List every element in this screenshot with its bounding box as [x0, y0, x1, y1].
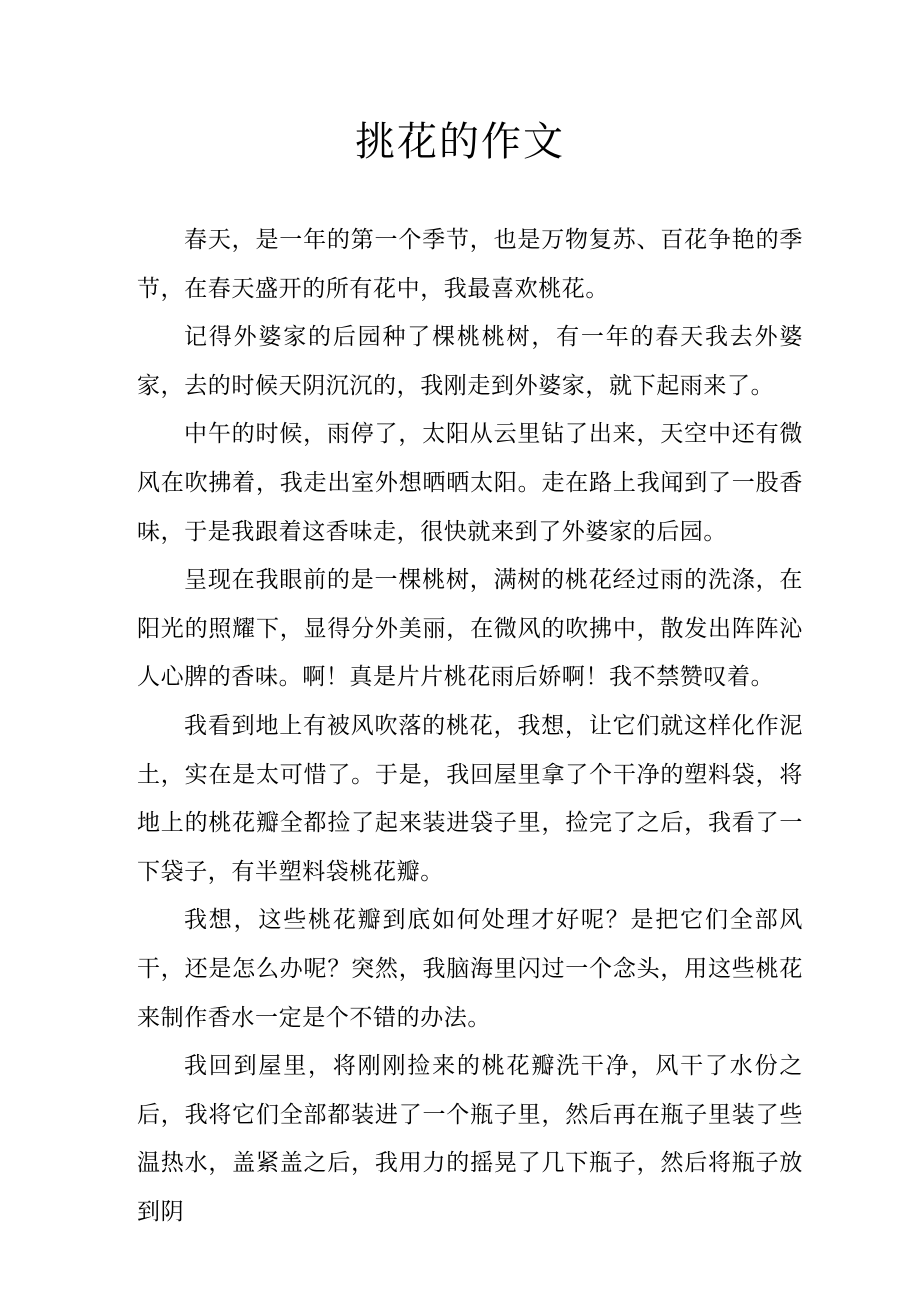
paragraph: 中午的时候，雨停了，太阳从云里钻了出来，天空中还有微风在吹拂着，我走出室外想晒晒太阳。走在路上我闻到了一股香味，于是我跟着这香味走，很快就来到了外婆家的后园。	[137, 421, 803, 545]
document-title: 挑花的作文	[355, 119, 565, 165]
paragraph: 我回到屋里，将刚刚捡来的桃花瓣洗干净，风干了水份之后，我将它们全部都装进了一个瓶子里，然后再在瓶子里装了些温热水，盖紧盖之后，我用力的摇晃了几下瓶子，然后将瓶子放到阴	[137, 1053, 803, 1225]
paragraph: 春天，是一年的第一个季节，也是万物复苏、百花争艳的季节，在春天盛开的所有花中，我最喜欢桃花。	[137, 227, 803, 302]
document-body	[137, 216, 803, 1236]
paragraph: 我看到地上有被风吹落的桃花，我想，让它们就这样化作泥土，实在是太可惜了。于是，我回屋里拿了个干净的塑料袋，将地上的桃花瓣全都捡了起来装进袋子里，捡完了之后，我看了一下袋子，有半塑料袋桃花瓣。	[137, 712, 803, 885]
paragraph: 我想，这些桃花瓣到底如何处理才好呢？是把它们全部风干，还是怎么办呢？突然，我脑海里闪过一个念头，用这些桃花来制作香水一定是个不错的办法。	[137, 907, 803, 1031]
paragraph: 呈现在我眼前的是一棵桃树，满树的桃花经过雨的洗涤，在阳光的照耀下，显得分外美丽，在微风的吹拂中，散发出阵阵沁人心脾的香味。啊！真是片片桃花雨后娇啊！我不禁赞叹着。	[137, 567, 803, 691]
paragraph: 记得外婆家的后园种了棵桃桃树，有一年的春天我去外婆家，去的时候天阴沉沉的，我刚走到外婆家，就下起雨来了。	[137, 324, 803, 399]
